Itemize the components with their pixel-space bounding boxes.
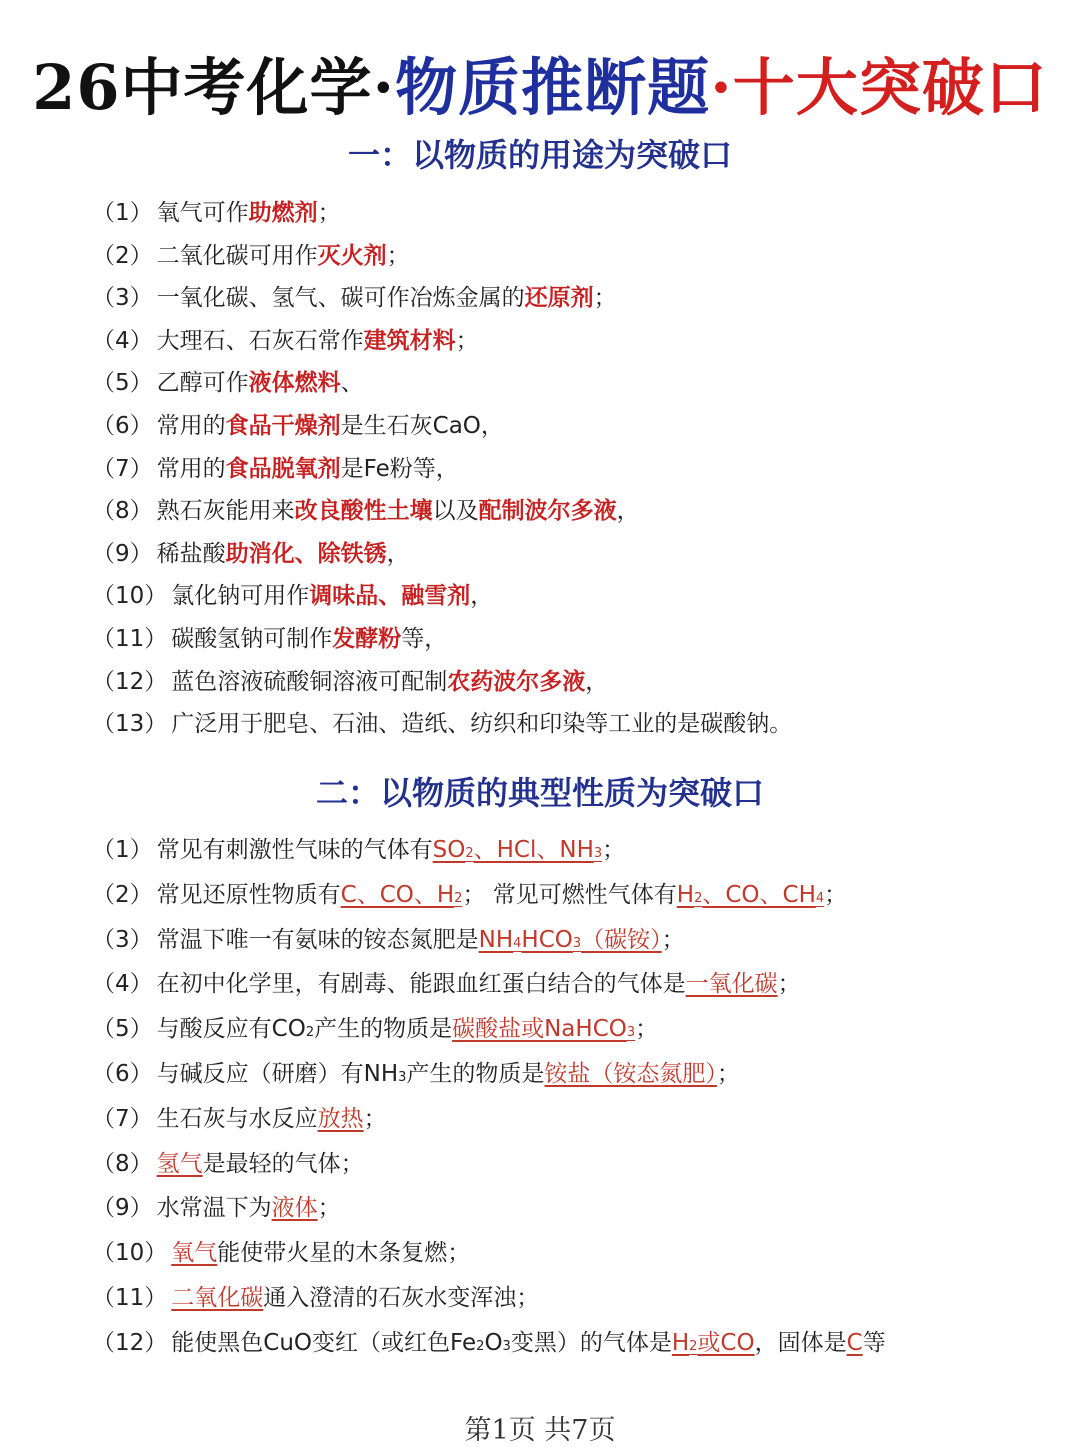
item-text: ； <box>363 1105 387 1132</box>
item-text: ； <box>386 242 410 269</box>
item-text: ； <box>716 1060 740 1087</box>
item-text: ， <box>585 668 609 695</box>
list-item <box>92 877 1040 922</box>
section-1-heading: 一：以物质的用途为突破口 <box>347 136 732 174</box>
answer-text: 2 <box>465 846 474 861</box>
section-2-heading: 二：以物质的典型性质为突破口 <box>315 774 764 812</box>
item-text: ； <box>824 881 848 908</box>
answer-text: HCO <box>521 926 573 953</box>
item-text: 常用的 <box>156 455 226 482</box>
item-text: 一氧化碳、氢气、碳可作冶炼金属的 <box>156 285 525 312</box>
item-text: ； 常见可燃性气体有 <box>462 881 677 908</box>
list-item <box>92 537 1040 580</box>
answer-text: 3 <box>572 935 582 951</box>
item-text: 常温下唯一有氨味的铵态氮肥是 <box>156 926 479 953</box>
answer-text: 2 <box>694 890 703 906</box>
item-text: ； <box>455 327 479 354</box>
title-part-2: 物质推断题 <box>395 51 711 124</box>
answer-text: 2 <box>689 1338 698 1354</box>
item-number: （4） <box>92 327 153 354</box>
item-number: （5） <box>92 370 153 397</box>
answer-text: H <box>676 881 695 908</box>
answer-text: 碳酸盐或NaHCO <box>452 1016 627 1043</box>
item-number: （13） <box>92 711 168 738</box>
item-number: （7） <box>92 455 153 482</box>
item-number: （9） <box>92 540 153 567</box>
subscript: 3 <box>502 1338 511 1354</box>
item-text: 能使黑色CuO变红（或红色Fe <box>171 1329 477 1356</box>
list-item <box>92 1280 1040 1325</box>
list-item <box>92 324 1040 367</box>
item-number: （1） <box>92 837 153 863</box>
item-number: （11） <box>92 625 168 652</box>
subscript: 2 <box>305 1025 315 1041</box>
item-text: ， <box>470 583 494 610</box>
highlight-text: 改良酸性土壤 <box>294 498 433 525</box>
list-item <box>92 1011 1040 1056</box>
section-2-list <box>92 832 1040 1370</box>
item-text: 稀盐酸 <box>156 540 226 567</box>
item-number: （1） <box>92 200 153 226</box>
item-number: （5） <box>92 1016 153 1043</box>
item-text: 碳酸氢钠可制作 <box>171 625 333 652</box>
highlight-text: 调味品、融雪剂 <box>309 583 471 610</box>
item-text: ； <box>317 1195 341 1222</box>
highlight-text: 助燃剂 <box>248 200 318 226</box>
answer-text: 、CO、CH <box>702 881 816 908</box>
item-text: ， <box>616 498 640 525</box>
item-number: （6） <box>92 1060 153 1087</box>
item-text: 乙醇可作 <box>156 370 249 397</box>
item-text: ； <box>593 285 617 312</box>
highlight-text: 液体燃料 <box>248 370 341 397</box>
item-text: 变黑）的气体是 <box>510 1329 672 1356</box>
item-text: 是最轻的气体； <box>202 1150 364 1177</box>
list-item <box>92 1056 1040 1101</box>
item-number: （10） <box>92 1240 168 1267</box>
item-text: 生石灰与水反应 <box>156 1105 318 1132</box>
answer-text: 一氧化碳 <box>685 971 778 998</box>
item-text: 蓝色溶液硫酸铜溶液可配制 <box>171 668 448 695</box>
item-number: （12） <box>92 1329 168 1356</box>
item-number: （6） <box>92 412 153 439</box>
item-text: 以及 <box>432 498 479 525</box>
list-item <box>92 1235 1040 1280</box>
item-text: 常见还原性物质有 <box>156 881 341 908</box>
item-text: 氯化钠可用作 <box>171 583 310 610</box>
title-part-1: 26中考化学· <box>32 51 396 124</box>
list-item <box>92 1190 1040 1235</box>
answer-text: 铵盐（铵态氮肥） <box>544 1060 717 1087</box>
item-number: （2） <box>92 881 153 908</box>
section-1-list <box>92 196 1040 750</box>
list-item <box>92 922 1040 967</box>
item-text: 产生的物质是 <box>406 1060 545 1087</box>
list-item <box>92 832 1040 877</box>
answer-text: 氧气 <box>171 1240 218 1267</box>
item-text: 能使带火星的木条复燃； <box>217 1240 471 1267</box>
list-item <box>92 622 1040 665</box>
item-text: O <box>484 1329 503 1356</box>
highlight-text: 食品干燥剂 <box>225 412 341 439</box>
list-item <box>92 409 1040 452</box>
list-item <box>92 1325 1040 1370</box>
item-text: ； <box>635 1016 659 1043</box>
item-text: ； <box>661 926 685 953</box>
item-number: （4） <box>92 971 153 998</box>
page-footer: 第1页 共7页 <box>464 1415 616 1446</box>
item-number: （12） <box>92 668 168 695</box>
answer-text: 、HCl、NH <box>473 837 594 863</box>
item-text: ； <box>317 200 341 226</box>
answer-text: C <box>846 1329 863 1356</box>
list-item <box>92 665 1040 708</box>
list-item <box>92 281 1040 324</box>
item-number: （7） <box>92 1105 153 1132</box>
list-item <box>92 366 1040 409</box>
highlight-text: 配制波尔多液 <box>478 498 617 525</box>
item-text: 通入澄清的石灰水变浑浊； <box>263 1284 540 1311</box>
item-text: 常用的 <box>156 412 226 439</box>
item-number: （8） <box>92 498 153 525</box>
list-item <box>92 579 1040 622</box>
item-text: 常见有刺激性气味的气体有 <box>156 837 433 863</box>
answer-text: 4 <box>513 935 522 951</box>
item-text: 与碱反应（研磨）有NH <box>156 1060 399 1087</box>
item-text: 熟石灰能用来 <box>156 498 295 525</box>
highlight-text: 助消化、除铁锈 <box>225 540 387 567</box>
item-number: （10） <box>92 583 168 610</box>
answer-text: 放热 <box>317 1105 364 1132</box>
highlight-text: 发酵粉 <box>332 625 402 652</box>
highlight-text: 灭火剂 <box>317 242 387 269</box>
page-title <box>0 38 1080 127</box>
list-item <box>92 1101 1040 1146</box>
subscript: 2 <box>476 1338 485 1354</box>
answer-text: 3 <box>626 1025 636 1041</box>
highlight-text: 食品脱氧剂 <box>225 455 341 482</box>
item-text: 是生石灰CaO， <box>340 412 504 439</box>
item-text: 等 <box>862 1329 886 1356</box>
list-item <box>92 494 1040 537</box>
highlight-text: 建筑材料 <box>363 327 456 354</box>
list-item <box>92 196 1040 239</box>
item-text: 水常温下为 <box>156 1195 272 1222</box>
item-text: ； <box>777 971 801 998</box>
item-number: （8） <box>92 1150 153 1177</box>
answer-text: 氢气 <box>156 1150 203 1177</box>
item-number: （9） <box>92 1195 153 1222</box>
item-number: （3） <box>92 926 153 953</box>
list-item <box>92 966 1040 1011</box>
item-number: （3） <box>92 285 153 312</box>
answer-text: 4 <box>815 890 825 906</box>
item-text: ，固体是 <box>754 1329 847 1356</box>
item-text: 二氧化碳可用作 <box>156 242 318 269</box>
item-text: 、 <box>340 370 364 397</box>
item-text: ； <box>602 837 626 863</box>
list-item <box>92 707 1040 750</box>
title-part-3: ·十大突破口 <box>710 51 1048 124</box>
item-text: 大理石、石灰石常作 <box>156 327 364 354</box>
answer-text: （碳铵） <box>581 926 662 953</box>
answer-text: 2 <box>454 890 463 906</box>
list-item <box>92 1146 1040 1191</box>
answer-text: 二氧化碳 <box>171 1284 264 1311</box>
item-number: （11） <box>92 1284 168 1311</box>
answer-text: H <box>671 1329 690 1356</box>
item-text: 等， <box>401 625 448 652</box>
highlight-text: 还原剂 <box>524 285 594 312</box>
answer-text: NH <box>478 926 514 953</box>
highlight-text: 农药波尔多液 <box>447 668 586 695</box>
answer-text: 液体 <box>271 1195 318 1222</box>
list-item <box>92 239 1040 282</box>
item-text: 氧气可作 <box>156 200 249 226</box>
list-item <box>92 452 1040 495</box>
item-number: （2） <box>92 242 153 269</box>
answer-text: 3 <box>593 846 603 861</box>
item-text: 在初中化学里，有剧毒、能跟血红蛋白结合的气体是 <box>156 971 686 998</box>
item-text: 与酸反应有CO <box>156 1016 306 1043</box>
item-text: 产生的物质是 <box>314 1016 453 1043</box>
answer-text: SO <box>432 837 466 863</box>
subscript: 3 <box>398 1069 407 1085</box>
answer-text: C、CO、H <box>340 881 455 908</box>
item-text: 是Fe粉等， <box>340 455 459 482</box>
item-text: ， <box>386 540 410 567</box>
item-text: 广泛用于肥皂、石油、造纸、纺织和印染等工业的是碳酸钠。 <box>171 711 793 738</box>
answer-text: 或CO <box>697 1329 755 1356</box>
